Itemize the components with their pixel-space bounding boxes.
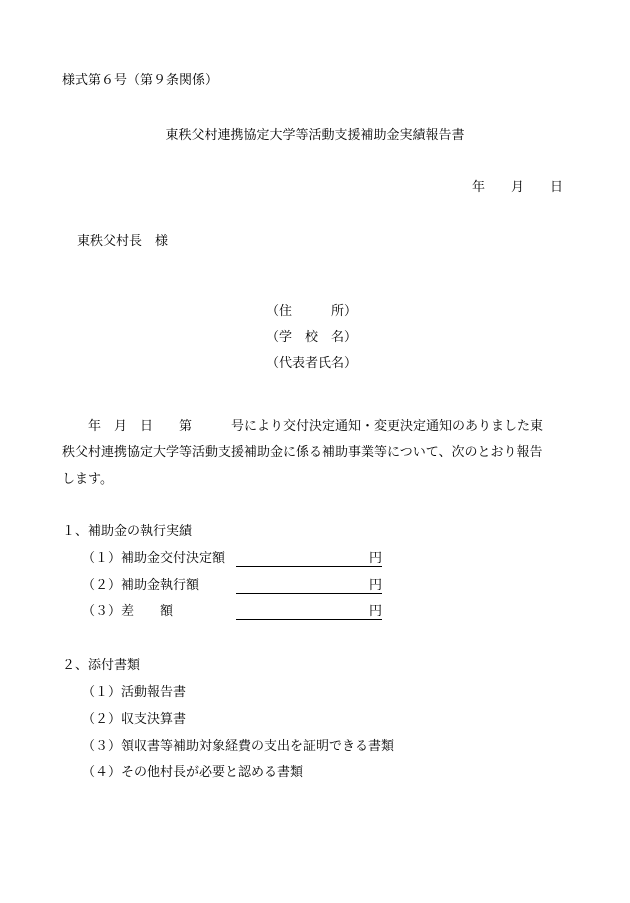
yen-unit: 円	[368, 551, 382, 566]
item-grant-executed-amount: （２）補助金執行額	[82, 578, 200, 593]
section-heading-execution: １、補助金の執行実績	[62, 524, 193, 539]
attachment-activity-report: （１）活動報告書	[82, 685, 187, 700]
amount-field-difference	[236, 604, 382, 620]
sender-address-label: （住 所）	[266, 304, 358, 319]
amount-field-grant-decision	[236, 551, 382, 567]
form-number: 様式第６号（第９条関係）	[62, 73, 219, 88]
attachment-financial-statement: （２）収支決算書	[82, 712, 187, 727]
yen-unit: 円	[368, 578, 382, 593]
sender-school-label: （学 校 名）	[266, 330, 358, 345]
body-text-line-1: 年 月 日 第 号により交付決定通知・変更決定通知のありました東	[62, 419, 544, 434]
date-line: 年 月 日	[472, 180, 564, 195]
yen-unit: 円	[368, 604, 382, 619]
item-difference: （３）差 額	[82, 604, 174, 619]
addressee: 東秩父村長 様	[77, 234, 169, 249]
section-heading-attachments: ２、添付書類	[62, 658, 141, 673]
document-title: 東秩父村連携協定大学等活動支援補助金実績報告書	[165, 128, 465, 143]
body-text-line-2: 秩父村連携協定大学等活動支援補助金に係る補助事業等について、次のとおり報告	[62, 445, 543, 460]
item-grant-decision-amount: （１）補助金交付決定額	[82, 551, 226, 566]
body-text-line-3: します。	[62, 472, 113, 487]
attachment-other-documents: （４）その他村長が必要と認める書類	[82, 765, 304, 780]
attachment-receipts: （３）領収書等補助対象経費の支出を証明できる書類	[82, 739, 395, 754]
sender-representative-label: （代表者氏名）	[266, 356, 358, 371]
amount-field-grant-executed	[236, 578, 382, 594]
